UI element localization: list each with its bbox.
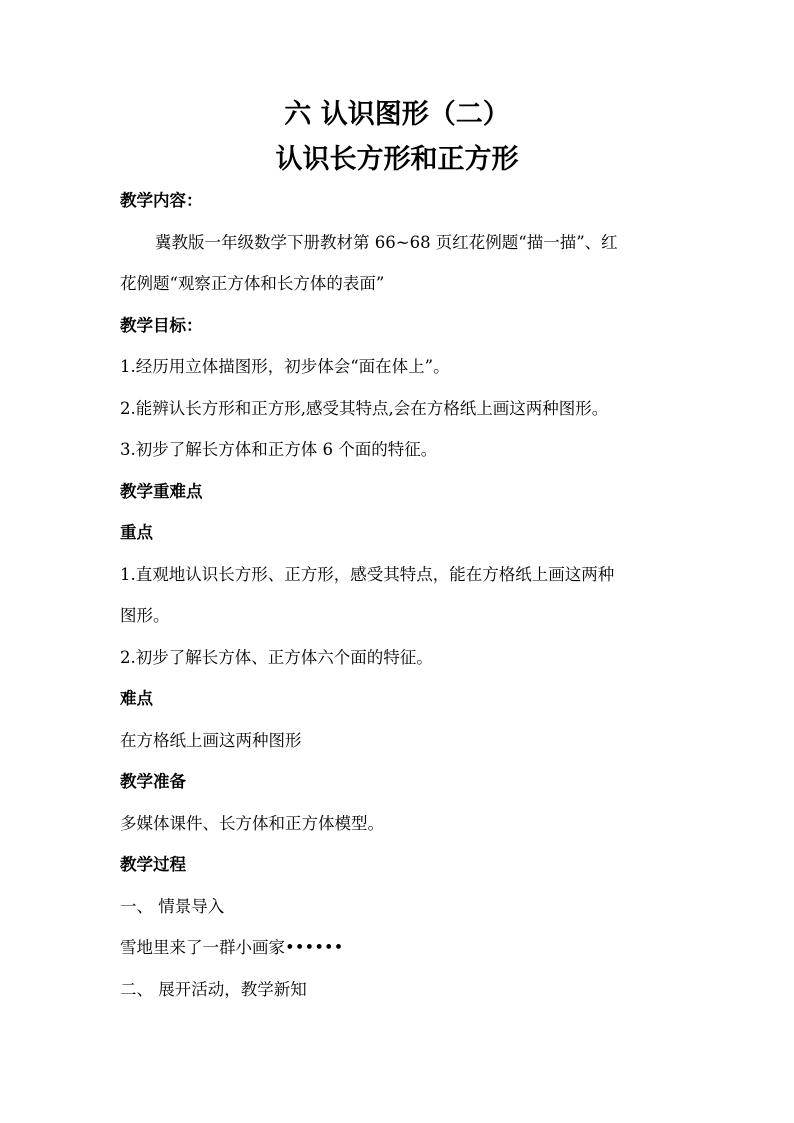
section-heading-preparation: 教学准备	[120, 772, 186, 791]
difficult-points-label: 难点	[120, 689, 153, 708]
key-point-1-line1: 1.直观地认识长方形、正方形，感受其特点，能在方格纸上画这两种	[120, 565, 615, 584]
section-heading-key-difficult: 教学重难点	[120, 482, 203, 501]
content-paragraph-line2: 花例题“观察正方体和长方体的表面”	[120, 274, 385, 293]
preparation-text: 多媒体课件、长方体和正方体模型。	[120, 814, 384, 833]
content-paragraph-line1: 冀教版一年级数学下册教材第 66~68 页红花例题“描一描”、红	[155, 233, 618, 252]
key-point-1-line2: 图形。	[120, 606, 170, 625]
section-heading-goals: 教学目标：	[120, 316, 203, 335]
process-step-2: 二、 展开活动，教学新知	[120, 980, 307, 999]
page-subtitle: 认识长方形和正方形	[275, 144, 519, 175]
difficult-point-text: 在方格纸上画这两种图形	[120, 731, 302, 750]
goal-item-2: 2.能辨认长方形和正方形,感受其特点,会在方格纸上画这两种图形。	[120, 399, 609, 418]
section-heading-process: 教学过程	[120, 855, 186, 874]
process-step-1: 一、 情景导入	[120, 897, 225, 916]
page-title: 六 认识图形（二）	[284, 99, 510, 130]
goal-item-1: 1.经历用立体描图形，初步体会“面在体上”。	[120, 357, 450, 376]
key-point-2: 2.初步了解长方体、正方体六个面的特征。	[120, 648, 433, 667]
section-heading-content: 教学内容：	[120, 191, 203, 210]
goal-item-3: 3.初步了解长方体和正方体 6 个面的特征。	[120, 440, 438, 459]
key-points-label: 重点	[120, 523, 153, 542]
process-step-1-text: 雪地里来了一群小画家••••••	[120, 938, 344, 957]
